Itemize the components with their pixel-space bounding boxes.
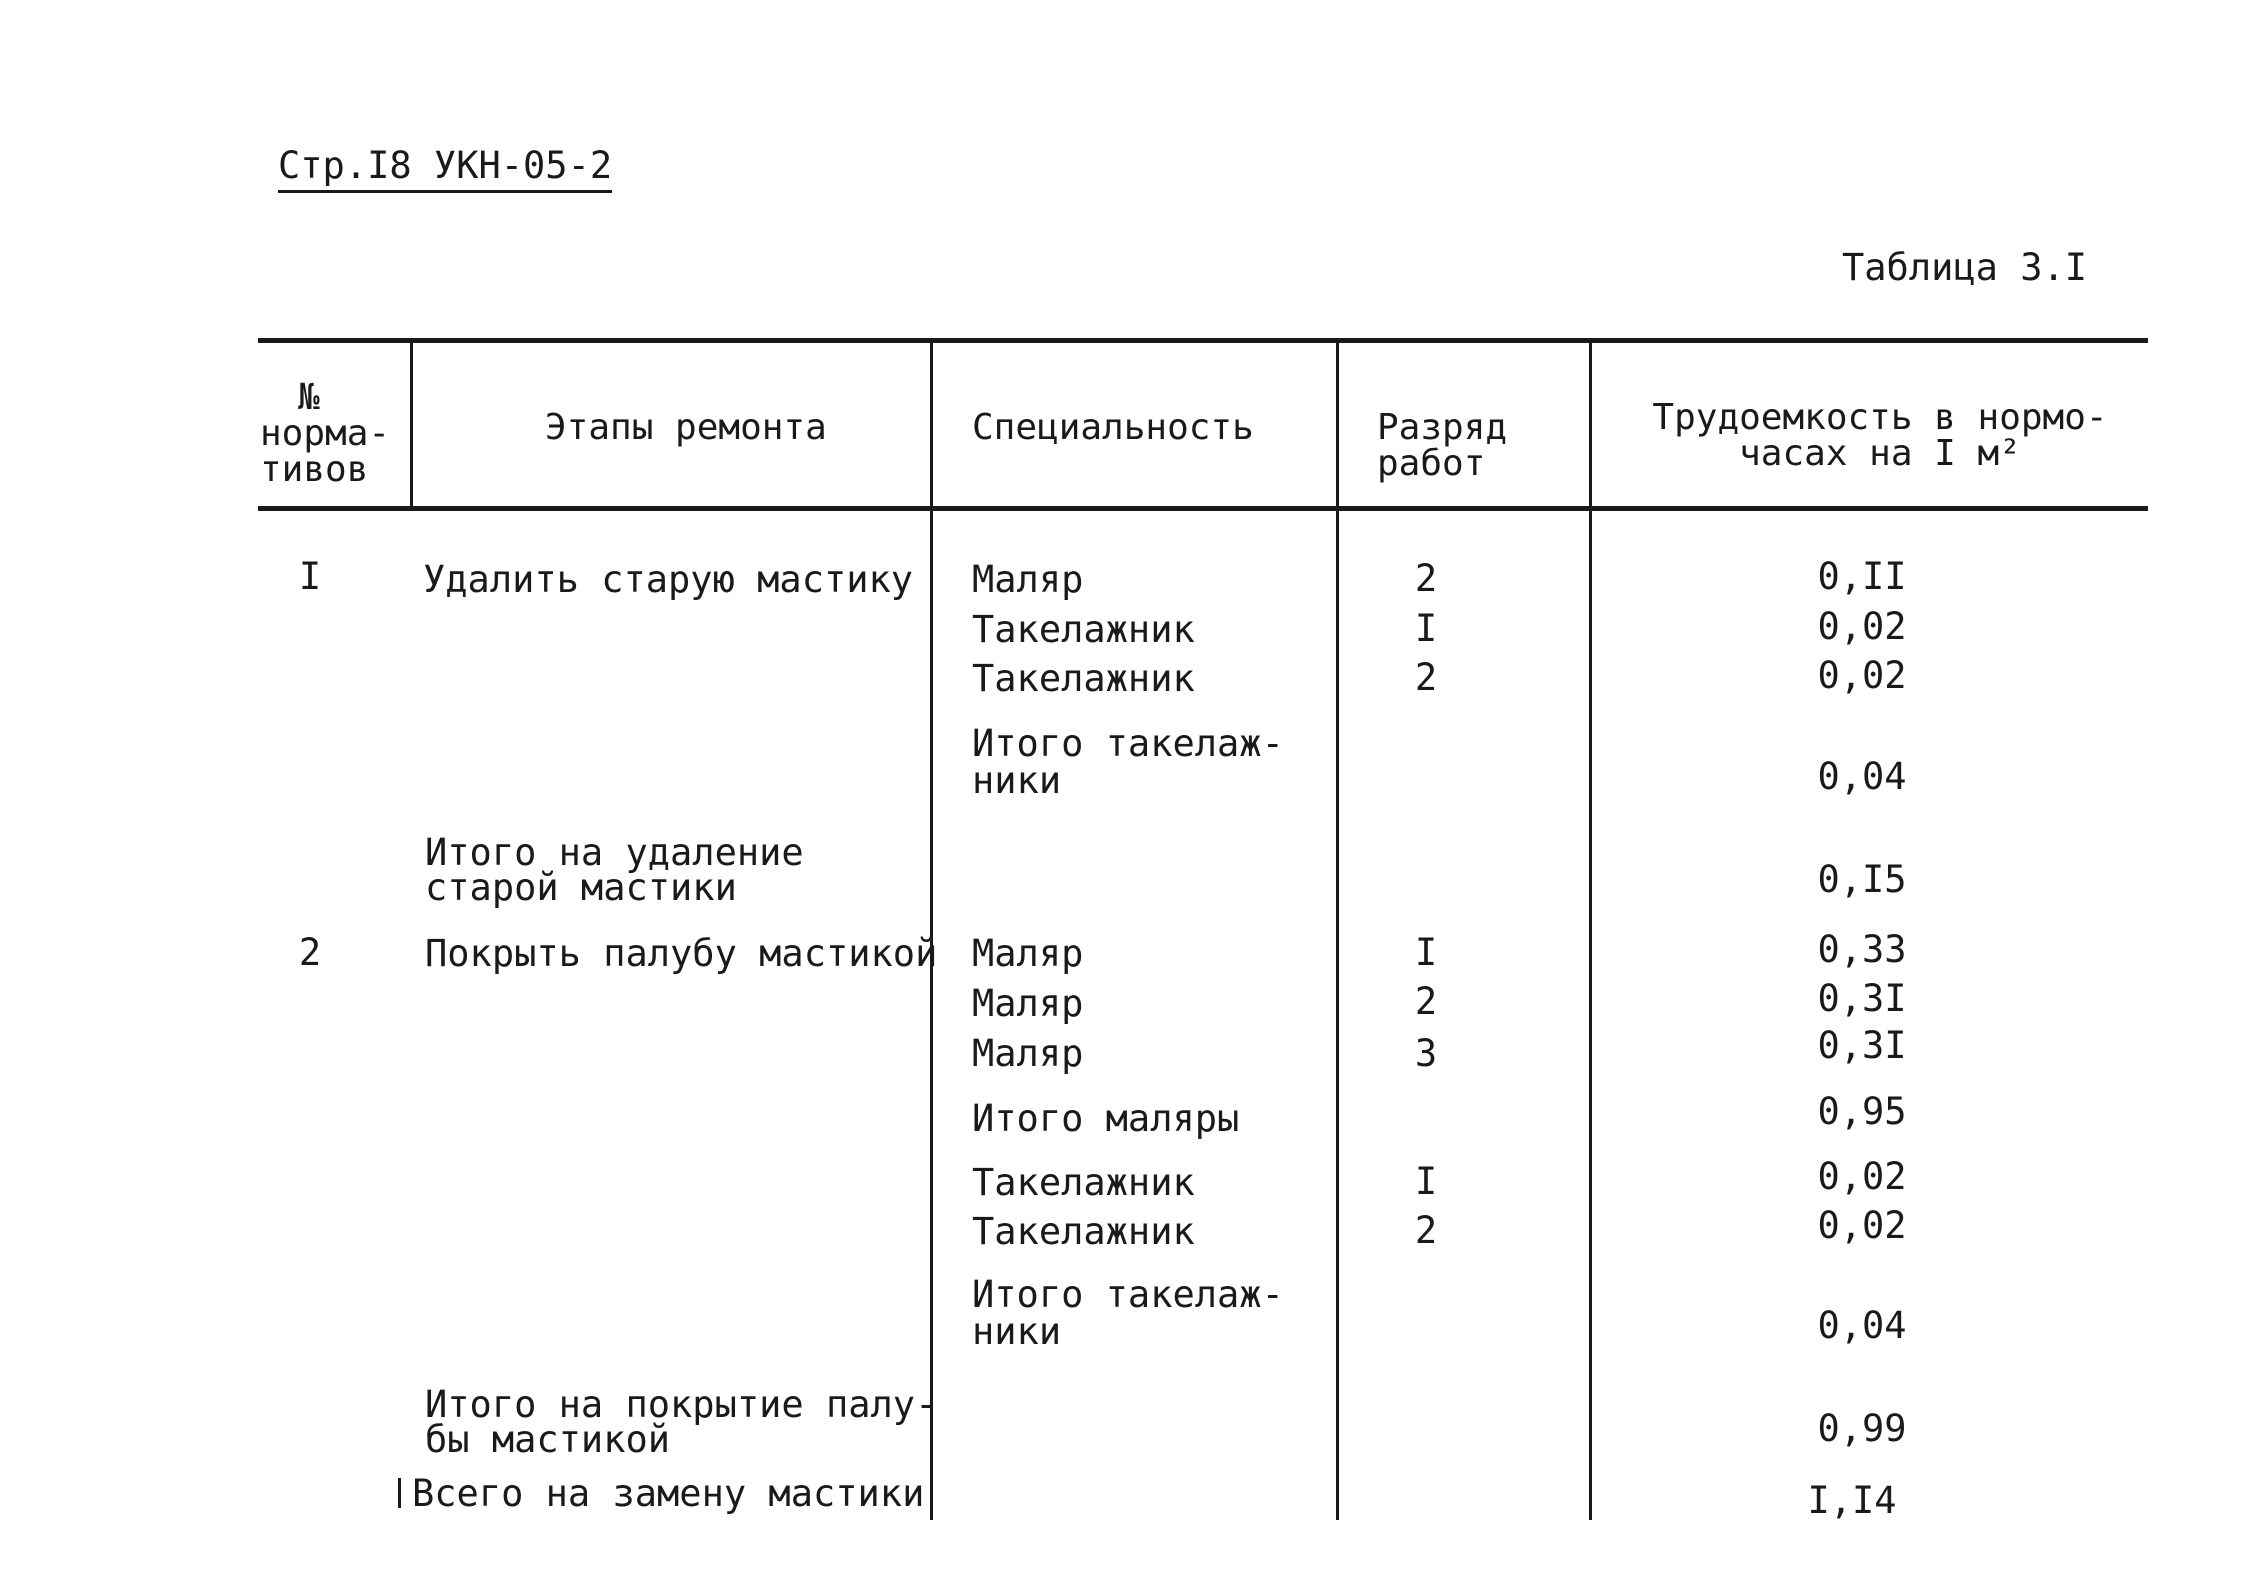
row8-grade: 3 <box>1414 1032 1438 1075</box>
row13-labor: 0,99 <box>1817 1407 1907 1450</box>
col-header-stage: Этапы ремонта <box>545 407 827 448</box>
row7-specialty: Маляр <box>972 982 1084 1025</box>
col-header-grade-line2: работ <box>1377 443 1486 484</box>
row10-grade: I <box>1414 1160 1438 1203</box>
row6-specialty: Маляр <box>972 932 1084 975</box>
row6-grade: I <box>1414 931 1438 974</box>
row9-specialty: Итого маляры <box>972 1097 1240 1140</box>
row11-specialty: Такелажник <box>972 1210 1195 1253</box>
col-header-labor-line2: часах на I м² <box>1739 433 2021 474</box>
row8-specialty: Маляр <box>972 1032 1084 1075</box>
col-header-num-line1: норма- <box>260 413 391 454</box>
row14-stage: Всего на замену мастики <box>412 1472 925 1515</box>
page-reference: Стр.I8 УКН-05-2 <box>278 146 612 193</box>
row10-specialty: Такелажник <box>972 1161 1195 1204</box>
row7-labor: 0,3I <box>1817 977 1907 1020</box>
row2-grade: I <box>1414 607 1438 650</box>
row12-specialty-line1: Итого такелаж- <box>972 1273 1284 1316</box>
row1-labor: 0,II <box>1817 555 1907 598</box>
row3-specialty: Такелажник <box>972 657 1195 700</box>
row1-grade: 2 <box>1414 557 1438 600</box>
row1-num: I <box>298 555 322 598</box>
row12-specialty-line2: ники <box>972 1310 1062 1353</box>
row6-stage: Покрыть палубу мастикой <box>425 932 938 975</box>
row2-specialty: Такелажник <box>972 608 1195 651</box>
header-bottom-rule <box>258 506 2148 511</box>
col-header-grade-line1: Разряд <box>1377 407 1508 448</box>
column-divider-4 <box>1589 338 1592 1520</box>
column-divider-1-lower <box>398 1478 401 1508</box>
table-top-rule <box>258 338 2148 343</box>
table-title: Таблица 3.I <box>1842 246 2088 289</box>
row10-labor: 0,02 <box>1817 1155 1907 1198</box>
row5-labor: 0,I5 <box>1817 858 1907 901</box>
row4-specialty-line1: Итого такелаж- <box>972 722 1284 765</box>
column-divider-3 <box>1336 338 1339 1520</box>
col-header-labor-line1: Трудоемкость в нормо- <box>1652 397 2108 438</box>
row11-grade: 2 <box>1414 1209 1438 1252</box>
row4-specialty-line2: ники <box>972 759 1062 802</box>
row14-labor: I,I4 <box>1807 1479 1897 1522</box>
col-header-num-line2: тивов <box>260 449 369 490</box>
column-divider-1 <box>410 338 413 510</box>
row1-specialty: Маляр <box>972 558 1084 601</box>
column-divider-2 <box>930 338 933 1520</box>
row3-grade: 2 <box>1414 656 1438 699</box>
row6-num: 2 <box>298 931 322 974</box>
row6-labor: 0,33 <box>1817 928 1907 971</box>
row5-stage-line1: Итого на удаление <box>425 831 804 874</box>
row11-labor: 0,02 <box>1817 1204 1907 1247</box>
row4-labor: 0,04 <box>1817 755 1907 798</box>
col-header-specialty: Специальность <box>972 407 1254 448</box>
row8-labor: 0,3I <box>1817 1024 1907 1067</box>
row2-labor: 0,02 <box>1817 605 1907 648</box>
row1-stage: Удалить старую мастику <box>423 558 914 601</box>
row13-stage-line2: бы мастикой <box>425 1418 671 1461</box>
row3-labor: 0,02 <box>1817 654 1907 697</box>
row9-labor: 0,95 <box>1817 1090 1907 1133</box>
row7-grade: 2 <box>1414 980 1438 1023</box>
col-header-num-symbol: № <box>298 377 320 418</box>
row13-stage-line1: Итого на покрытие палу- <box>425 1383 938 1426</box>
row5-stage-line2: старой мастики <box>425 866 737 909</box>
row12-labor: 0,04 <box>1817 1304 1907 1347</box>
